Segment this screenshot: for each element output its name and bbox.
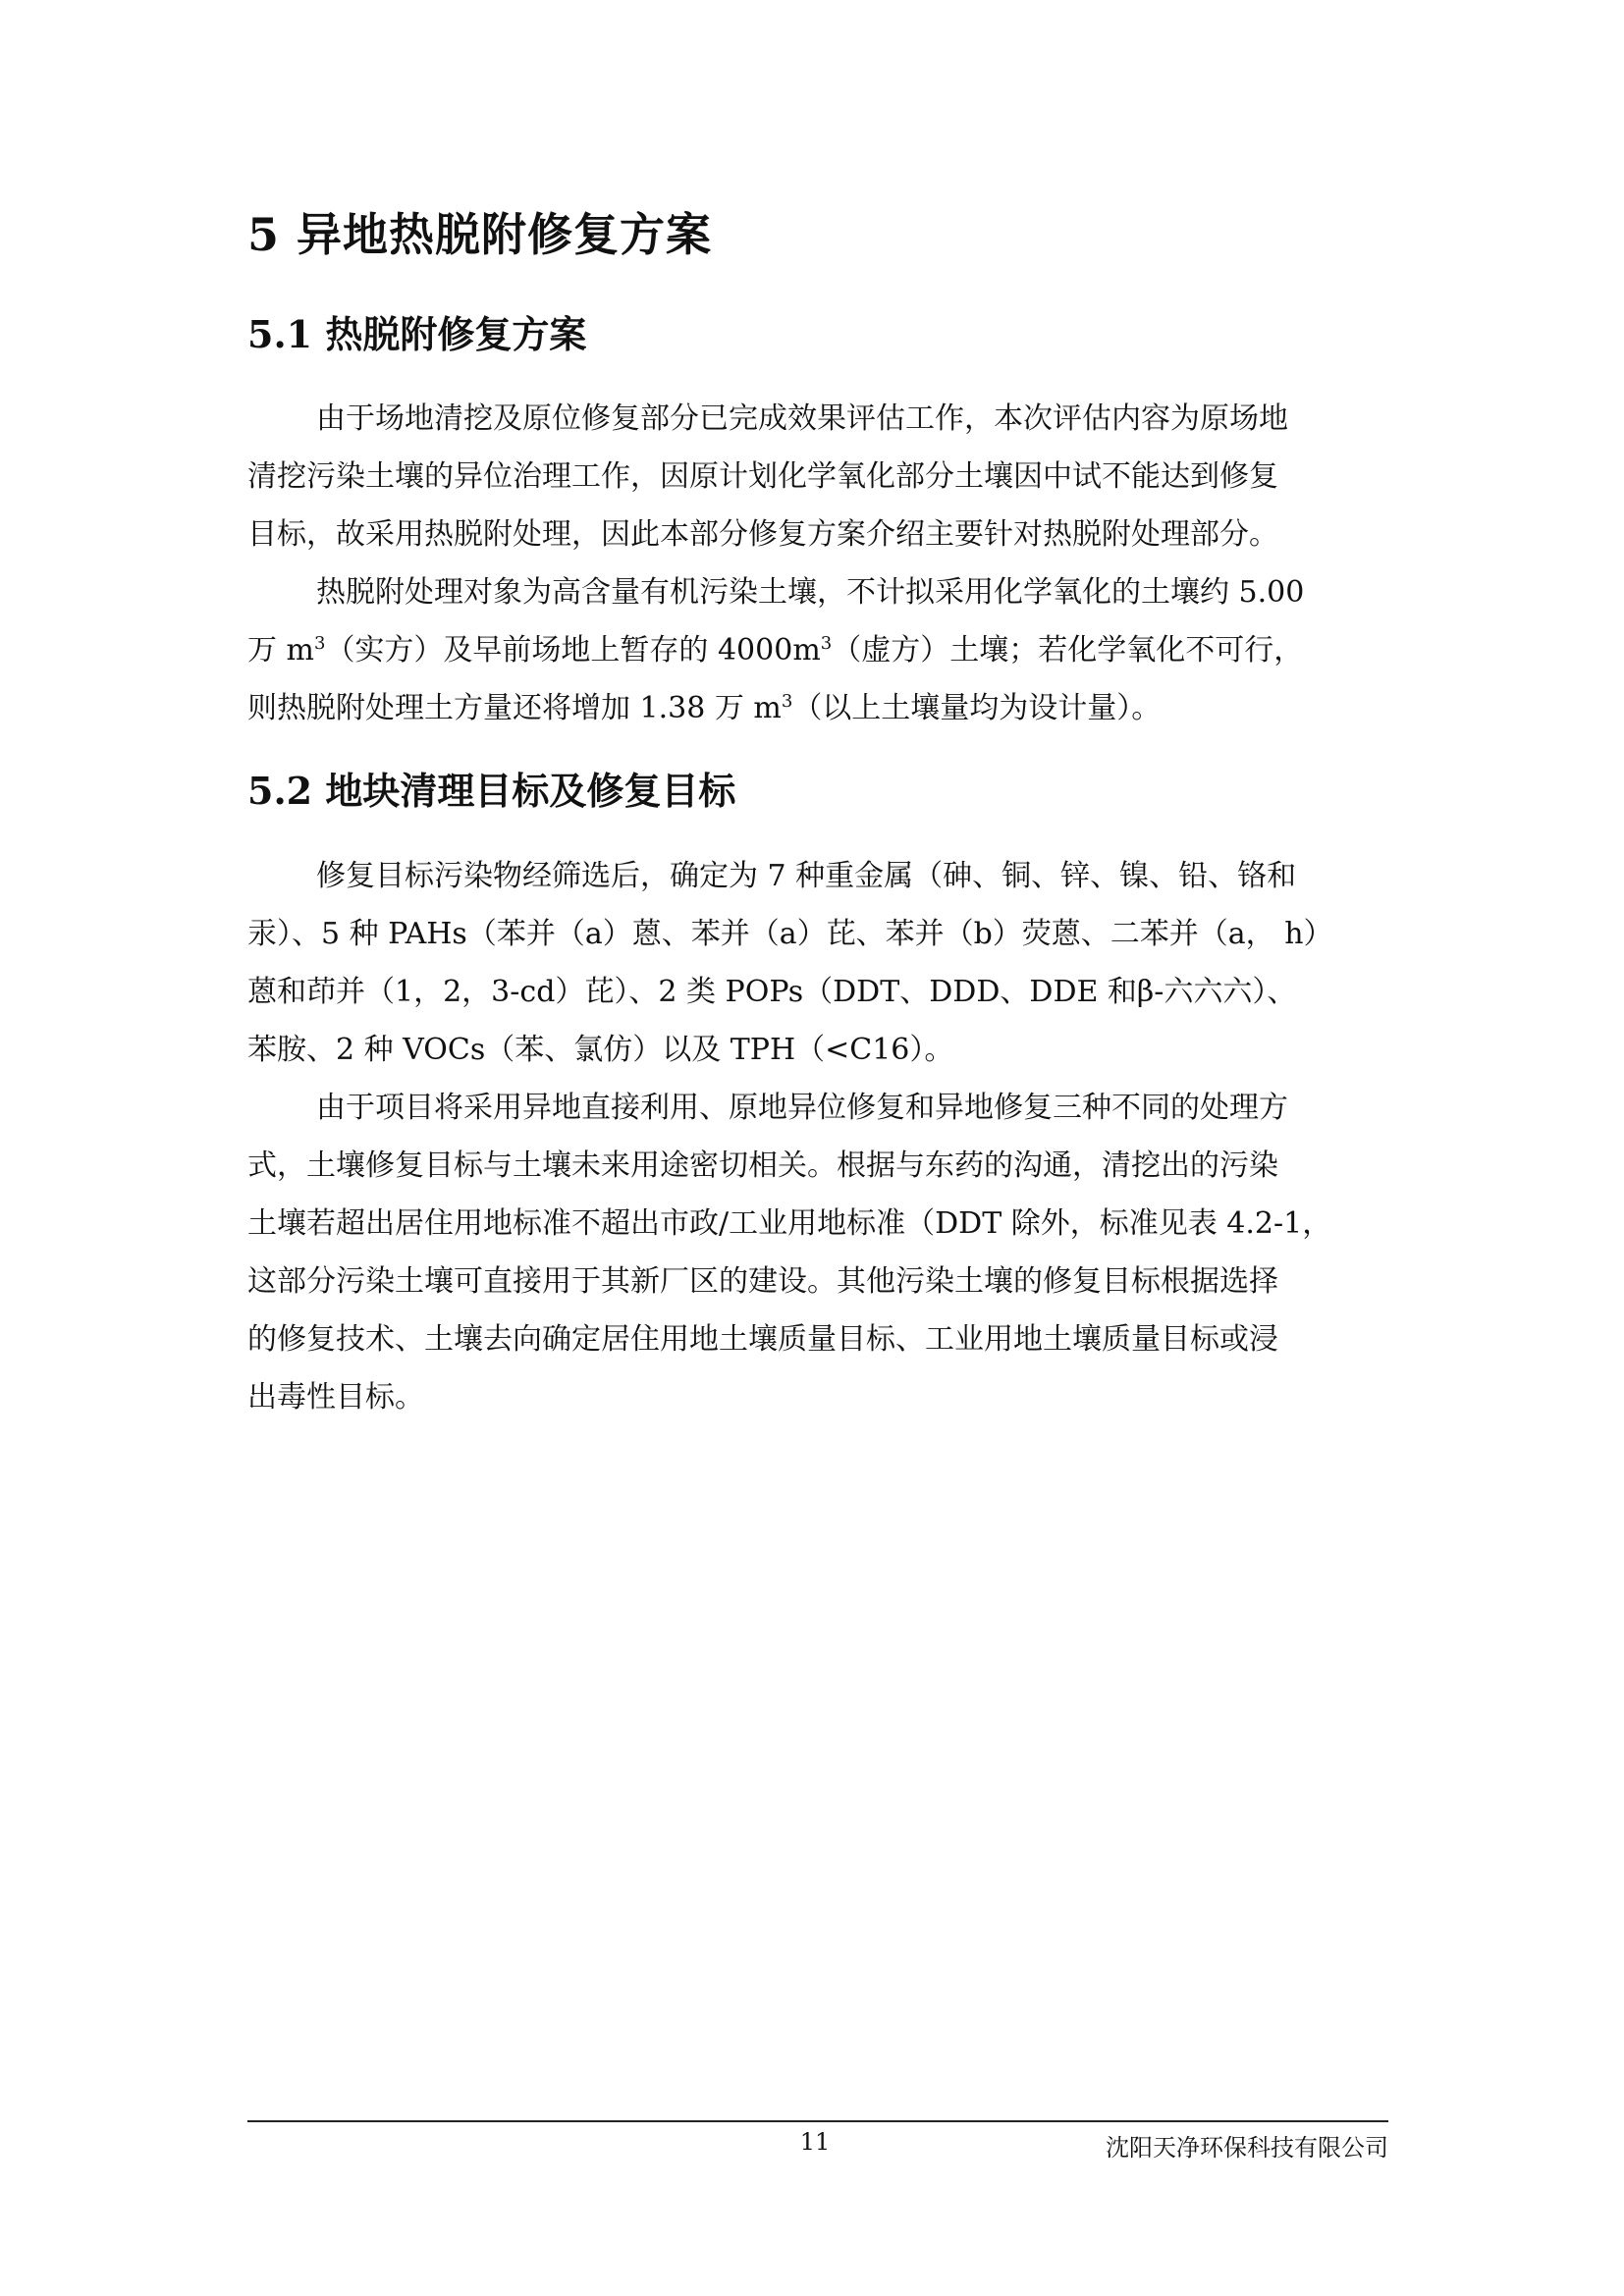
section-5-2-paragraph-1 (247, 847, 1388, 1079)
text-line: 由于项目将采用异地直接利用、原地异位修复和异地修复三种不同的处理方 (316, 1090, 1288, 1125)
text-line: 修复目标污染物经筛选后，确定为 7 种重金属（砷、铜、锌、镍、铅、铬和 (316, 858, 1297, 893)
section-title-5-2: 5.2 地块清理目标及修复目标 (247, 769, 736, 814)
superscript: 3 (313, 633, 326, 655)
superscript: 3 (781, 691, 793, 713)
text-line: 则热脱附处理土方量还将增加 1.38 万 $m^3$（以上土壤量均为设计量）。 (247, 691, 1162, 726)
text-line: 万 $m^3$（实方）及早前场地上暂存的 $4000m^3$（虚方）土壤；若化学氧化不可行， (247, 633, 1304, 668)
company-name: 沈阳天净环保科技有限公司 (1106, 2134, 1388, 2162)
text-line: 蒽和茚并（1，2，3-cd）芘）、2 类 POPs（DDT、DDD、DDE 和β-六六六）、 (247, 974, 1297, 1009)
text-line: 目标，故采用热脱附处理，因此本部分修复方案介绍主要针对热脱附处理部分。 (247, 517, 1278, 553)
section-title-5-1: 5.1 热脱附修复方案 (247, 311, 587, 356)
text-line: 由于场地清挖及原位修复部分已完成效果评估工作，本次评估内容为原场地 (316, 401, 1288, 437)
text-line: 出毒性目标。 (247, 1379, 424, 1415)
footer-divider (247, 2120, 1388, 2122)
page-number: 11 (799, 2128, 831, 2156)
text-line: 汞）、5 种 PAHs（苯并（a）蒽、苯并（a）芘、苯并（b）荧蒽、二苯并（a， h） (247, 916, 1333, 951)
superscript: 3 (820, 633, 833, 655)
text-line: 土壤若超出居住用地标准不超出市政/工业用地标准（DDT 除外，标准见表 4.2-1， (247, 1205, 1332, 1241)
text-line: 这部分污染土壤可直接用于其新厂区的建设。其他污染土壤的修复目标根据选择 (247, 1263, 1278, 1299)
text-line: 式，土壤修复目标与土壤未来用途密切相关。根据与东药的沟通，清挖出的污染 (247, 1148, 1278, 1183)
section-5-1-paragraph-1 (247, 390, 1388, 563)
section-5-2-paragraph-2 (247, 1079, 1388, 1426)
section-5-1-paragraph-2 (247, 563, 1388, 737)
text-line: 苯胺、2 种 VOCs（苯、氯仿）以及 TPH（<C16）。 (247, 1032, 954, 1067)
text-line: 清挖污染土壤的异位治理工作，因原计划化学氧化部分土壤因中试不能达到修复 (247, 459, 1278, 495)
chapter-title: 5 异地热脱附修复方案 (247, 208, 713, 261)
text-line: 热脱附处理对象为高含量有机污染土壤，不计拟采用化学氧化的土壤约 5.00 (316, 575, 1305, 611)
page-content (247, 206, 1388, 1426)
text-line: 的修复技术、土壤去向确定居住用地土壤质量目标、工业用地土壤质量目标或浸 (247, 1321, 1278, 1357)
